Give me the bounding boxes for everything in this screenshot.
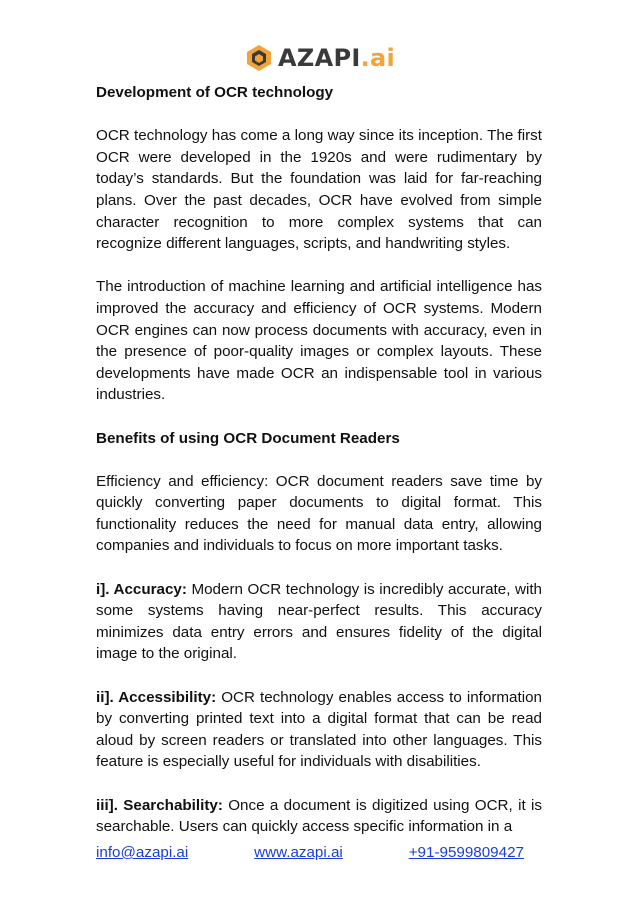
benefit-text-searchability: Once a document is digitized using OCR, it is searchable. Users can quickly access specific information in a [96,796,542,836]
section-heading-development: Development of OCR technology [96,84,334,101]
benefit-lead-accessibility: ii]. Accessibility: [96,688,217,706]
benefit-lead-accuracy: i]. Accuracy: [96,580,187,598]
brand-name-suffix: .ai [360,44,396,72]
document-body [96,82,542,838]
benefit-item-searchability [96,795,542,838]
paragraph-efficiency: Efficiency and efficiency: OCR document readers save time by quickly converting paper documents to digital format. This functionality reduces the need for manual data entry, allowing companies and individuals to focus on more important tasks. [96,472,542,555]
benefit-text-accuracy: Modern OCR technology is incredibly accurate, with some systems having near-perfect results. This accuracy minimizes data entry errors and ensures fidelity of the digital image to the original. [96,580,542,663]
brand-name [278,44,395,72]
paragraph-ml-ai: The introduction of machine learning and artificial intelligence has improved the accuracy and efficiency of OCR systems. Modern OCR engines can now process documents with accuracy, even in the presence of poor-quality images or complex layouts. These developments have made OCR an indispensable tool in various industries. [96,278,542,404]
benefit-lead-searchability: iii]. Searchability: [96,796,223,814]
footer-email-link[interactable]: info@azapi.ai [96,844,189,861]
benefit-text-accessibility: OCR technology enables access to information by converting printed text into a digital format that can be read aloud by screen readers or translated into other languages. This feature is especially useful for individuals with disabilities. [96,688,542,771]
footer-website-link[interactable]: www.azapi.ai [254,844,343,861]
paragraph-ocr-history: OCR technology has come a long way since its inception. The first OCR were developed in the 1920s and were rudimentary by today’s standards. But the foundation was laid for far-reaching plans. Over the past decades, OCR have evolved from simple character recognition to more complex systems that can recognize different languages, scripts, and handwriting styles. [96,127,542,253]
footer-phone-link[interactable]: +91-9599809427 [408,844,524,861]
benefit-item-accessibility [96,687,542,773]
brand-logo [246,44,395,72]
section-heading-benefits: Benefits of using OCR Document Readers [96,429,400,447]
benefit-item-accuracy [96,579,542,665]
page-footer [96,844,524,861]
azapi-logo-icon [246,44,272,72]
brand-name-main: AZAPI [278,44,361,72]
